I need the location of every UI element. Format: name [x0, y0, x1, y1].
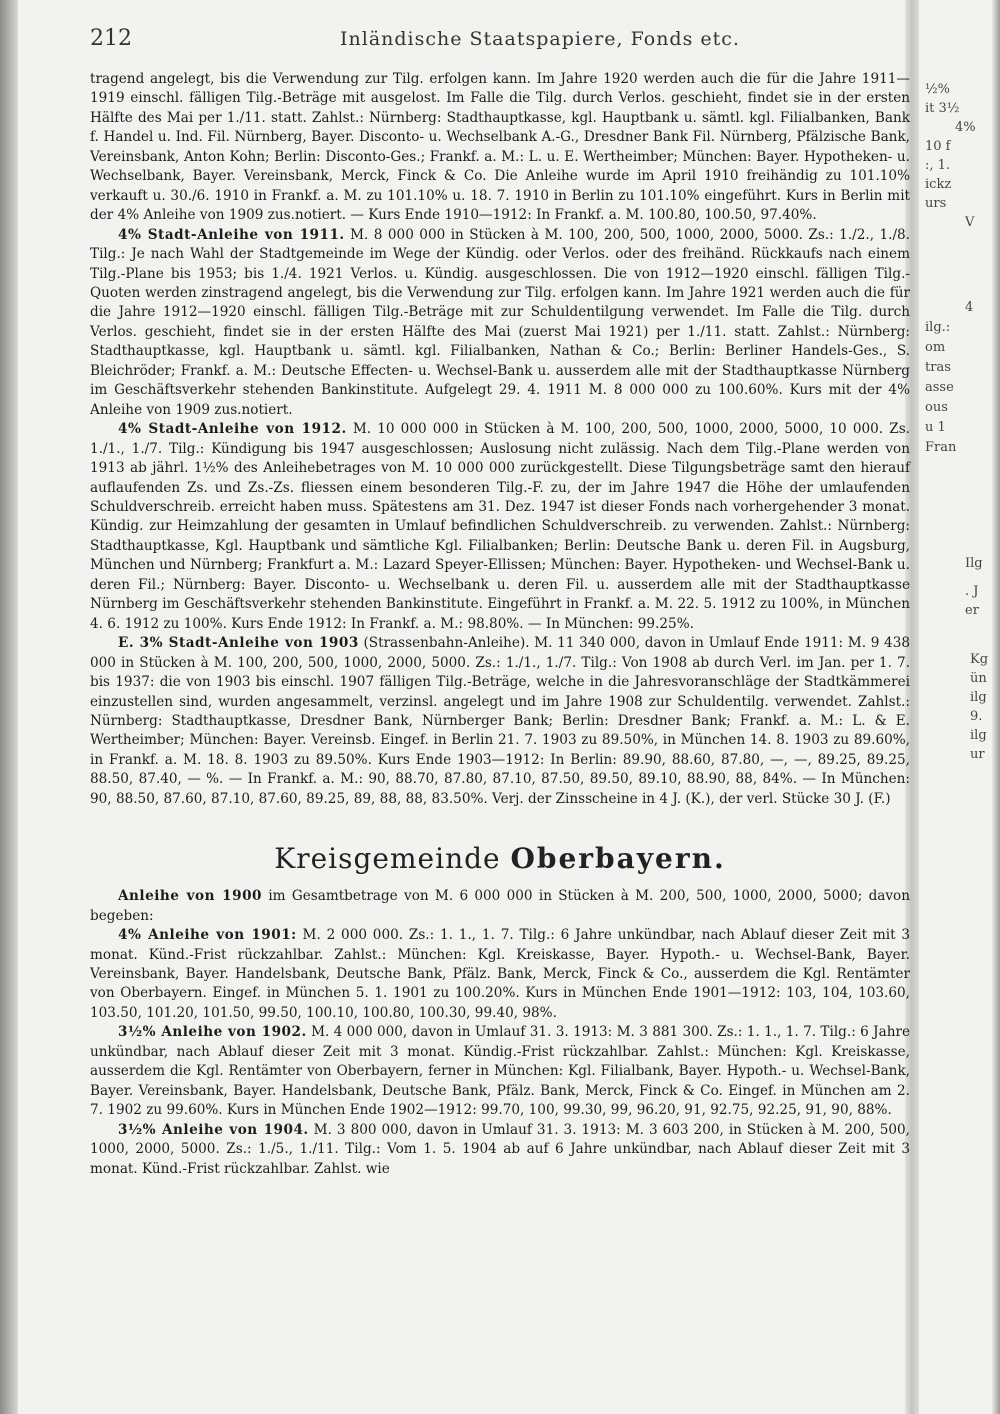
paragraph-text: tragend angelegt, bis die Verwendung zur Tilg. erfolgen kann. Im Jahre 1920 werden auch die für die Jahre 1911—1919 einschl. fälligen Tilg.-Beträge mit ausgelost. Im Falle die Tilg. durch Verlos. geschieht, findet sie in der ersten Hälfte des Mai per 1./11. statt. Zahlst.: Nürnberg: Stadthauptkasse, kgl. Hauptbank u. sämtl. kgl. Filialbanken, Bank f. Handel u. Ind. Fil. Nürnberg, Bayer. Disconto- u. Wechselbank A.-G., Dresdner Bank Fil. Nürnberg, Pfälzische Bank, Vereinsbank, Anton Kohn; Berlin: Disconto-Ges.; Frankf. a. M.: L. u. E. Wertheimber; München: Bayer. Hypotheken- u. Wechselbank, Bayer. Vereinsbank, Merck, Finck & Co. Die Anleihe wurde im April 1910 freihändig zu 101.10% verkauft u. 30./6. 1910 in Frankf. a. M. zu 101.10% u. 18. 7. 1910 in Berlin zu 101.10% eingeführt. Kurs in Berlin mit der 4% Anleihe von 1909 zus.notiert. — Kurs Ende 1910—1912: In Frankf. a. M. 100.80, 100.50, 97.40%. [90, 71, 910, 224]
facing-page-fragment: ur [970, 747, 985, 762]
paragraph-text: M. 4 000 000, davon in Umlauf 31. 3. 1913: M. 3 881 300. Zs.: 1. 1., 1. 7. Tilg.: 6 Jahre unkündbar, nach Ablauf dieser Zeit mit 3 monat. Kündig.-Frist rückzahlbar. Zahlst.: München: Kgl. Kreiskasse, ausserdem die Kgl. Rentämter von Oberbayern, ferner in München: Kgl. Filialbank, Bayer. Hypoth.- u. Wechsel-Bank, Bayer. Vereinsbank, Bayer. Handelsbank, Deutsche Bank, Pfälz. Bank, Merck, Finck & Co. Eingef. in München am 2. 7. 1902 zu 99.60%. Kurs in München Ende 1902—1912: 99.70, 100, 99.30, 99, 96.20, 91, 92.75, 92.25, 91, 90, 88%. [90, 1024, 910, 1119]
section-title-bold: Oberbayern. [510, 842, 726, 876]
section-title-oberbayern [90, 839, 910, 879]
facing-page-fragment: Kg [970, 652, 989, 667]
paragraph-continuation [90, 70, 910, 226]
facing-page-fragment: ilg.: [925, 320, 951, 335]
page-edge-shadow [0, 0, 18, 1414]
paragraph-anleihe-1912 [90, 420, 910, 634]
facing-page-fragment: ilg [970, 690, 987, 705]
entry-title: 4% Anleihe von 1901: [118, 927, 297, 944]
paragraph-anleihe-1902 [90, 1023, 910, 1120]
facing-page-fragment: Ilg [965, 556, 983, 571]
facing-page-fragment: :, 1. [925, 158, 951, 173]
facing-page-fragment: ün [970, 671, 987, 686]
entry-title: E. 3% Stadt-Anleihe von 1903 [118, 635, 359, 652]
paragraph-anleihe-1900 [90, 887, 910, 926]
facing-page-fragment: ous [925, 400, 948, 415]
paragraph-text: M. 8 000 000 in Stücken à M. 100, 200, 500, 1000, 2000, 5000. Zs.: 1./2., 1./8. Tilg.: Je nach Wahl der Stadtgemeinde im Wege der Kündig. oder Verlos. oder des freihänd. Rückkaufs nach einem Tilg.-Plane bis 1953; bis 1./4. 1921 Verlos. u. Kündig. ausgeschlossen. Die von 1912—1920 einschl. fälligen Tilg.-Quoten werden zinstragend angelegt, bis die Verwendung zur Tilg. erfolgen kann. Im Jahre 1921 werden auch die für die Jahre 1912—1920 einschl. fälligen Tilg.-Beträge mit zur Schuldentilgung verwendet. Im Falle die Tilg. durch Verlos. geschieht, findet sie in der ersten Hälfte des Mai (zuerst Mai 1921) per 1./11. statt. Zahlst.: Nürnberg: Stadthauptkasse, kgl. Hauptbank u. sämtl. kgl. Filialbanken, Nathan & Co.; Berlin: Berliner Handels-Ges., S. Bleichröder; Frankf. a. M.: Deutsche Effecten- u. Wechsel-Bank u. ausserdem alle mit der Stadthauptkasse Nürnberg im Geschäftsverkehr stehenden Bankinstitute. Aufgelegt 29. 4. 1911 M. 8 000 000 zu 100.60%. Kurs mit der 4% Anleihe von 1909 zus.notiert. [90, 226, 910, 418]
paragraph-text: M. 3 800 000, davon in Umlauf 31. 3. 1913: M. 3 603 200, in Stücken à M. 200, 500, 1000, 2000, 5000. Zs.: 1./5., 1./11. Tilg.: Vom 1. 5. 1904 ab auf 6 Jahre unkündbar, nach Ablauf dieser Zeit mit 3 monat. Künd.-Frist rückzahlbar. Zahlst. wie [90, 1121, 911, 1177]
entry-title: Anleihe von 1900 [118, 888, 263, 905]
facing-page-fragment: it 3½ [925, 101, 960, 116]
paragraph-anleihe-1911 [90, 226, 910, 421]
paragraph-text: (Strassenbahn-Anleihe). M. 11 340 000, davon in Umlauf Ende 1911: M. 9 438 000 in Stücken à M. 100, 200, 500, 1000, 2000, 5000. Zs.: 1./1., 1./7. Tilg.: Von 1908 ab durch Verl. im Jan. per 1. 7. bis 1937: die von 1903 bis einschl. 1907 fälligen Tilg.-Beträge, welche in die Jahresvoranschläge der Stadtkämmerei einzustellen sind, wurden angesammelt, verzinsl. angelegt und im Jahre 1908 zur Schuldentilg. verwendet. Zahlst.: Nürnberg: Stadthauptkasse, Dresdner Bank, Nürnberger Bank; Berlin: Dresdner Bank; Frankf. a. M.: L. & E. Wertheimber; München: Bayer. Vereinsb. Eingef. in Berlin 21. 7. 1903 zu 89.50%, in München 14. 8. 1903 zu 89.60%, in Frankf. a. M. 18. 8. 1903 zu 89.50%. Kurs Ende 1903—1912: In Berlin: 89.90, 88.60, 87.80, —, —, 89.25, 89.25, 88.50, 87.40, — %. — In Frankf. a. M.: 90, 88.70, 87.80, 87.10, 87.50, 89.50, 89.10, 88.90, 88, 84%. — In München: 90, 88.50, 87.60, 87.10, 87.60, 89.25, 89, 88, 88, 83.50%. Verj. der Zinsscheine in 4 J. (K.), der verl. Stücke 30 J. (F.) [90, 635, 911, 807]
paragraph-anleihe-1904 [90, 1121, 910, 1179]
page-header [90, 26, 910, 56]
paragraph-anleihe-1903 [90, 634, 910, 809]
facing-page-fragment: Fran [925, 440, 957, 455]
facing-page-fragment: 4 [965, 300, 974, 315]
facing-page-fragment: asse [925, 380, 954, 395]
facing-page-fragments [925, 70, 995, 970]
facing-page-fragment: V [965, 215, 975, 230]
facing-page-fragment: u 1 [925, 420, 946, 435]
running-head: Inländische Staatspapiere, Fonds etc. [340, 28, 740, 50]
facing-page-fragment: tras [925, 360, 951, 375]
facing-page-fragment: 9. [970, 709, 983, 724]
page-number: 212 [90, 26, 132, 51]
facing-page-fragment: . J [965, 584, 979, 599]
facing-page-fragment: ickz [925, 177, 952, 192]
paragraph-text: M. 2 000 000. Zs.: 1. 1., 1. 7. Tilg.: 6 Jahre unkündbar, nach Ablauf dieser Zeit mit 3 monat. Künd.-Frist rückzahlbar. Zahlst.: München: Kgl. Kreiskasse, Bayer. Hypoth.- u. Wechsel-Bank, Bayer. Vereinsbank, Bayer. Handelsbank, Deutsche Bank, Pfälz. Bank, Merck, Finck & Co., ausserdem die Kgl. Rentämter von Oberbayern. Eingef. in München 5. 1. 1901 zu 100.20%. Kurs in München Ende 1901—1912: 103, 104, 103.60, 103.50, 101.20, 101.50, 99.50, 100.10, 100.80, 100.30, 99.40, 98%. [90, 927, 911, 1021]
facing-page-fragment: 10 f [925, 139, 951, 154]
paragraph-anleihe-1901 [90, 926, 910, 1023]
entry-title: 4% Stadt-Anleihe von 1911. [118, 226, 345, 243]
facing-page-fragment: ilg [970, 728, 987, 743]
facing-page-fragment: om [925, 340, 946, 355]
facing-page-fragment: ½% [925, 82, 950, 97]
entry-title: 4% Stadt-Anleihe von 1912. [118, 421, 347, 438]
facing-page-fragment: urs [925, 196, 947, 211]
section-title-plain: Kreisgemeinde [274, 842, 511, 876]
main-text-column [90, 70, 910, 1179]
paragraph-text: im Gesamtbetrage von M. 6 000 000 in Stücken à M. 200, 500, 1000, 2000, 5000; davon begeben: [90, 888, 910, 924]
entry-title: 3½% Anleihe von 1904. [118, 1121, 309, 1138]
facing-page-fragment: er [965, 603, 979, 618]
entry-title: 3½% Anleihe von 1902. [118, 1024, 307, 1041]
paragraph-text: M. 10 000 000 in Stücken à M. 100, 200, 500, 1000, 2000, 5000, 10 000. Zs. 1./1., 1./7. Tilg.: Kündigung bis 1947 ausgeschlossen; Auslosung nicht zulässig. Nach dem Tilg.-Plane werden von 1913 ab jährl. 1½% des Anleihebetrages von M. 10 000 000 zurückgestellt. Diese Tilgungsbeträge samt den hierauf auflaufenden Zs. und Zs.-Zs. fliessen einem besonderen Tilg.-F. zu, der im Jahre 1947 die Höhe der umlaufenden Schuldverschreib. erreicht haben muss. Spätestens am 31. Dez. 1947 ist dieser Fonds nach vorhergehender 3 monat. Kündig. zur Heimzahlung der gesamten in Umlauf befindlichen Schuldverschreib. zu verwenden. Zahlst.: Nürnberg: Stadthauptkasse, Kgl. Hauptbank und sämtliche Kgl. Filialbanken; Berlin: Deutsche Bank u. deren Fil. in Augsburg, München und Nürnberg; Frankfurt a. M.: Lazard Speyer-Ellissen; München: Bayer. Hypotheken- und Wechsel-Bank u. deren Fil.; Nürnberg: Bayer. Disconto- u. Wechselbank u. deren Fil. u. ausserdem alle mit der Stadthauptkasse Nürnberg im Geschäftsverkehr stehenden Bankinstitute. Eingeführt in Frankf. a. M. 22. 5. 1912 zu 100%, in München 4. 6. 1912 zu 100%. Kurs Ende 1912: In Frankf. a. M.: 98.80%. — In München: 99.25%. [90, 421, 910, 632]
facing-page-fragment: 4% [955, 120, 976, 135]
